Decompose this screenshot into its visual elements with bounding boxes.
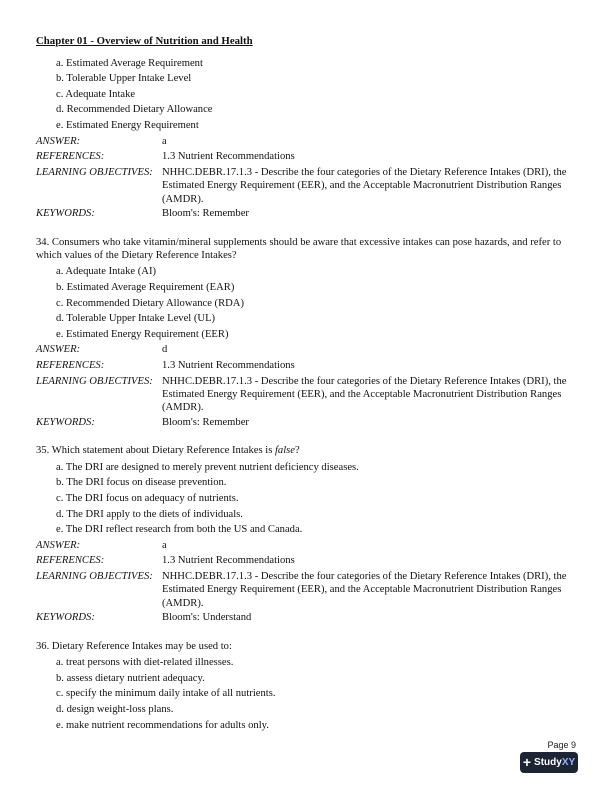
q33-answer: a xyxy=(162,135,167,147)
brand-text xyxy=(534,755,575,771)
q34-option-d: d. Tolerable Upper Intake Level (UL) xyxy=(56,313,216,325)
keywords-label: KEYWORDS: xyxy=(36,416,95,428)
q34-references-row xyxy=(36,358,576,374)
q35-options xyxy=(36,460,576,538)
document-page xyxy=(36,34,576,733)
objectives-label: LEARNING OBJECTIVES: xyxy=(36,375,153,387)
q36-option-d: d. design weight-loss plans. xyxy=(56,703,174,715)
page-number: Page 9 xyxy=(547,740,576,750)
keywords-label: KEYWORDS: xyxy=(36,612,95,624)
q33-options xyxy=(36,56,576,134)
q35-option-e: e. The DRI reflect research from both the US and Canada. xyxy=(56,524,303,536)
question-34 xyxy=(36,236,576,263)
q34-option-e: e. Estimated Energy Requirement (EER) xyxy=(56,328,229,340)
q33-objectives-row xyxy=(36,165,576,206)
references-label: REFERENCES: xyxy=(36,555,105,567)
q34-objectives-row xyxy=(36,374,576,415)
q33-keywords-row xyxy=(36,206,576,222)
q34-text: 34. Consumers who take vitamin/mineral supplements should be aware that excessive intakes can pose hazards, and refer to which values of the Dietary Reference Intakes? xyxy=(36,236,562,261)
brand-main: Study xyxy=(534,756,562,768)
q34-option-b: b. Estimated Average Requirement (EAR) xyxy=(56,281,235,293)
plus-icon: + xyxy=(522,754,532,770)
q36-option-c: c. specify the minimum daily intake of all nutrients. xyxy=(56,688,276,700)
q35-objectives: NHHC.DEBR.17.1.3 - Describe the four categories of the Dietary Reference Intakes (DRI), the Estimated Energy Requirement (EER), and the Acceptable Macronutrient Distribution Ranges (AMDR). xyxy=(162,570,567,609)
studyxy-badge[interactable] xyxy=(520,752,578,773)
q34-objectives: NHHC.DEBR.17.1.3 - Describe the four categories of the Dietary Reference Intakes (DRI), the Estimated Energy Requirement (EER), and the Acceptable Macronutrient Distribution Ranges (AMDR). xyxy=(162,375,567,414)
answer-label: ANSWER: xyxy=(36,539,81,551)
q33-option-c: c. Adequate Intake xyxy=(56,88,136,100)
references-label: REFERENCES: xyxy=(36,359,105,371)
q35-objectives-row xyxy=(36,569,576,610)
keywords-label: KEYWORDS: xyxy=(36,207,95,219)
q35-references-row xyxy=(36,553,576,569)
q35-option-c: c. The DRI focus on adequacy of nutrients. xyxy=(56,492,239,504)
q35-option-b: b. The DRI focus on disease prevention. xyxy=(56,477,227,489)
q33-option-d: d. Recommended Dietary Allowance xyxy=(56,104,213,116)
q35-answer-row xyxy=(36,538,576,554)
q33-answer-row xyxy=(36,134,576,150)
objectives-label: LEARNING OBJECTIVES: xyxy=(36,166,153,178)
q34-options xyxy=(36,264,576,342)
q35-keywords-row xyxy=(36,610,576,626)
q33-keywords: Bloom's: Remember xyxy=(162,207,249,219)
answer-label: ANSWER: xyxy=(36,344,81,356)
q35-answer: a xyxy=(162,539,167,551)
q36-text: 36. Dietary Reference Intakes may be used to: xyxy=(36,640,232,652)
references-label: REFERENCES: xyxy=(36,151,105,163)
q34-answer: d xyxy=(162,344,168,356)
q33-references: 1.3 Nutrient Recommendations xyxy=(162,151,295,163)
q34-references: 1.3 Nutrient Recommendations xyxy=(162,359,295,371)
q35-keywords: Bloom's: Understand xyxy=(162,612,252,624)
question-36 xyxy=(36,640,576,653)
q35-option-d: d. The DRI apply to the diets of individuals. xyxy=(56,508,243,520)
q36-option-a: a. treat persons with diet-related illnesses. xyxy=(56,657,234,669)
q35-references: 1.3 Nutrient Recommendations xyxy=(162,555,295,567)
q33-objectives: NHHC.DEBR.17.1.3 - Describe the four categories of the Dietary Reference Intakes (DRI), the Estimated Energy Requirement (EER), and the Acceptable Macronutrient Distribution Ranges (AMDR). xyxy=(162,166,567,205)
objectives-label: LEARNING OBJECTIVES: xyxy=(36,570,153,582)
answer-label: ANSWER: xyxy=(36,135,81,147)
q35-text-before: 35. Which statement about Dietary Reference Intakes is xyxy=(36,445,275,457)
q36-options xyxy=(36,655,576,733)
brand-accent: XY xyxy=(561,756,576,768)
q35-text-emphasis: false xyxy=(274,445,295,457)
q35-text-after: ? xyxy=(294,445,300,457)
q33-references-row xyxy=(36,149,576,165)
q35-text xyxy=(36,444,576,457)
chapter-title: Chapter 01 - Overview of Nutrition and Health xyxy=(36,35,253,47)
q34-option-c: c. Recommended Dietary Allowance (RDA) xyxy=(56,297,244,309)
q36-option-e: e. make nutrient recommendations for adults only. xyxy=(56,719,269,731)
q34-keywords: Bloom's: Remember xyxy=(162,416,249,428)
q33-option-b: b. Tolerable Upper Intake Level xyxy=(56,73,192,85)
question-35 xyxy=(36,444,576,457)
q36-option-b: b. assess dietary nutrient adequacy. xyxy=(56,672,205,684)
q34-option-a: a. Adequate Intake (AI) xyxy=(56,266,157,278)
q34-keywords-row xyxy=(36,415,576,431)
q34-answer-row xyxy=(36,342,576,358)
q33-option-e: e. Estimated Energy Requirement xyxy=(56,119,199,131)
q35-option-a: a. The DRI are designed to merely prevent nutrient deficiency diseases. xyxy=(56,461,359,473)
q33-option-a: a. Estimated Average Requirement xyxy=(56,57,203,69)
